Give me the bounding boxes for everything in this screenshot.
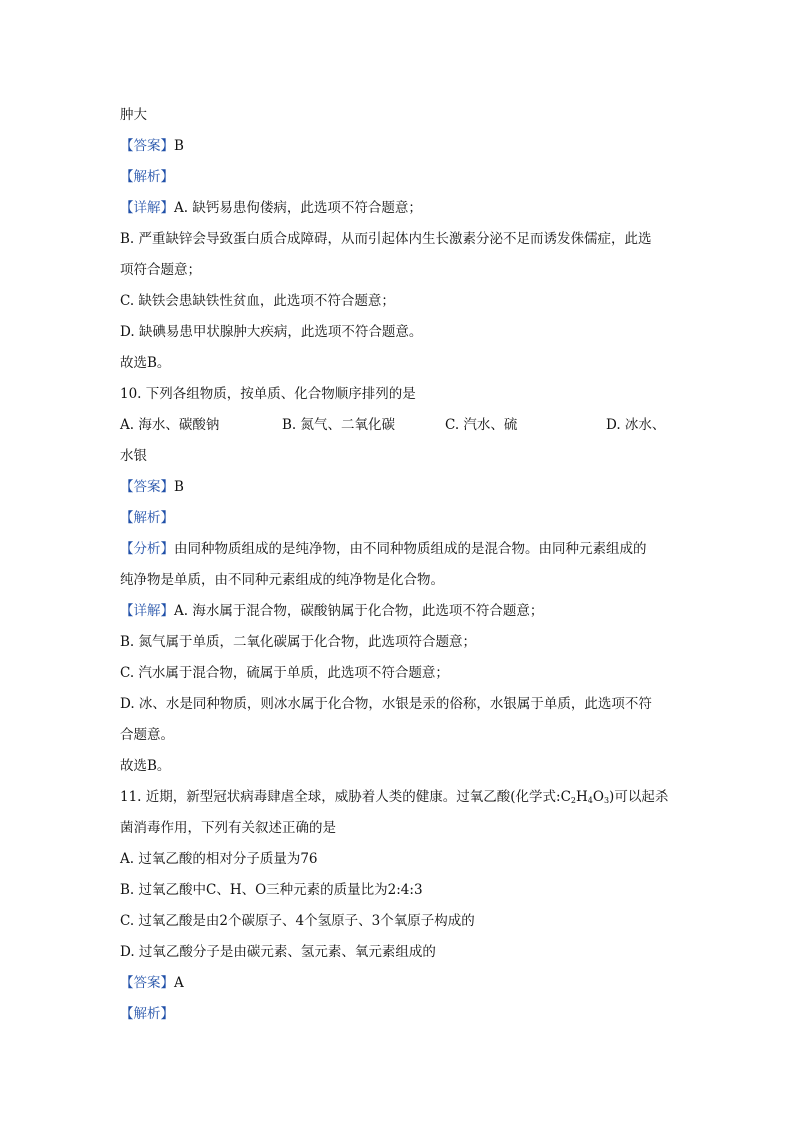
analysis-tag: 【解析】	[120, 1006, 174, 1022]
analysis-tag: 【解析】	[120, 169, 174, 185]
analysis-tag: 【解析】	[120, 510, 174, 526]
analysis-heading-q11	[120, 999, 680, 1030]
detail-line-q9-c: C. 缺铁会患缺铁性贫血，此选项不符合题意；	[120, 293, 395, 309]
text-line: 肿大	[120, 107, 147, 123]
detail-line-q9-a: 【详解】A. 缺钙易患佝偻病，此选项不符合题意；	[120, 200, 422, 216]
detail-line-q9-d: D. 缺碘易患甲状腺肿大疾病，此选项不符合题意。	[120, 324, 423, 340]
question-11-option-c: C. 过氧乙酸是由2个碳原子、4个氢原子、3个氧原子构成的	[120, 913, 475, 929]
question-11-stem: 11. 近期，新型冠状病毒肆虐全球，威胁着人类的健康。过氧乙酸(化学式$:C_2H_4O_3$)可以起杀	[120, 789, 669, 805]
explanation-tag: 【分析】	[120, 541, 174, 557]
document-page	[120, 100, 680, 1030]
analysis-heading-q9	[120, 162, 680, 193]
detail-line-q10-d-cont: 合题意。	[120, 727, 174, 743]
detail-line-q10-a: 【详解】A. 海水属于混合物，碳酸钠属于化合物，此选项不符合题意；	[120, 603, 544, 619]
conclusion-line-q9: 故选B。	[120, 355, 171, 371]
conclusion-line-q10: 故选B。	[120, 758, 171, 774]
detail-line-q9-b: B. 严重缺锌会导致蛋白质合成障碍，从而引起体内生长激素分泌不足而诱发侏儒症，此选	[120, 231, 652, 247]
answer-tag: 【答案】	[120, 479, 174, 495]
answer-line-q9	[120, 131, 680, 162]
option-a: A. 海水、碳酸钠	[120, 417, 220, 433]
detail-line-q10-b: B. 氮气属于单质，二氧化碳属于化合物，此选项符合题意；	[120, 634, 477, 650]
question-10-stem: 10. 下列各组物质，按单质、化合物顺序排列的是	[120, 386, 416, 402]
answer-value: B	[174, 479, 184, 495]
answer-value: A	[174, 975, 184, 991]
answer-line-q11	[120, 968, 680, 999]
option-c: C. 汽水、硫	[445, 417, 518, 433]
analysis-heading-q10	[120, 503, 680, 534]
option-b: B. 氮气、二氧化碳	[282, 417, 396, 433]
question-10-options	[120, 410, 680, 441]
explanation-line-q10: 【分析】由同种物质组成的是纯净物，由不同种物质组成的是混合物。由同种元素组成的	[120, 541, 647, 557]
detail-line-q9-b-cont: 项符合题意；	[120, 262, 201, 278]
question-11-option-a: A. 过氧乙酸的相对分子质量为76	[120, 851, 318, 867]
answer-tag: 【答案】	[120, 975, 174, 991]
detail-line-q10-c: C. 汽水属于混合物，硫属于单质，此选项不符合题意；	[120, 665, 449, 681]
question-11-option-d: D. 过氧乙酸分子是由碳元素、氢元素、氧元素组成的	[120, 944, 436, 960]
answer-value: B	[174, 138, 184, 154]
answer-tag: 【答案】	[120, 138, 174, 154]
question-11-stem-cont: 菌消毒作用，下列有关叙述正确的是	[120, 820, 336, 836]
detail-tag: 【详解】	[120, 200, 174, 216]
option-d: D. 冰水、	[606, 417, 666, 433]
detail-tag: 【详解】	[120, 603, 174, 619]
question-10-option-d-cont: 水银	[120, 448, 147, 464]
answer-line-q10	[120, 472, 680, 503]
explanation-line-q10-cont: 纯净物是单质，由不同种元素组成的纯净物是化合物。	[120, 572, 444, 588]
question-11-option-b: B. 过氧乙酸中C、H、O三种元素的质量比为2:4:3	[120, 882, 423, 898]
detail-line-q10-d: D. 冰、水是同种物质，则冰水属于化合物，水银是汞的俗称，水银属于单质，此选项不符	[120, 696, 652, 712]
